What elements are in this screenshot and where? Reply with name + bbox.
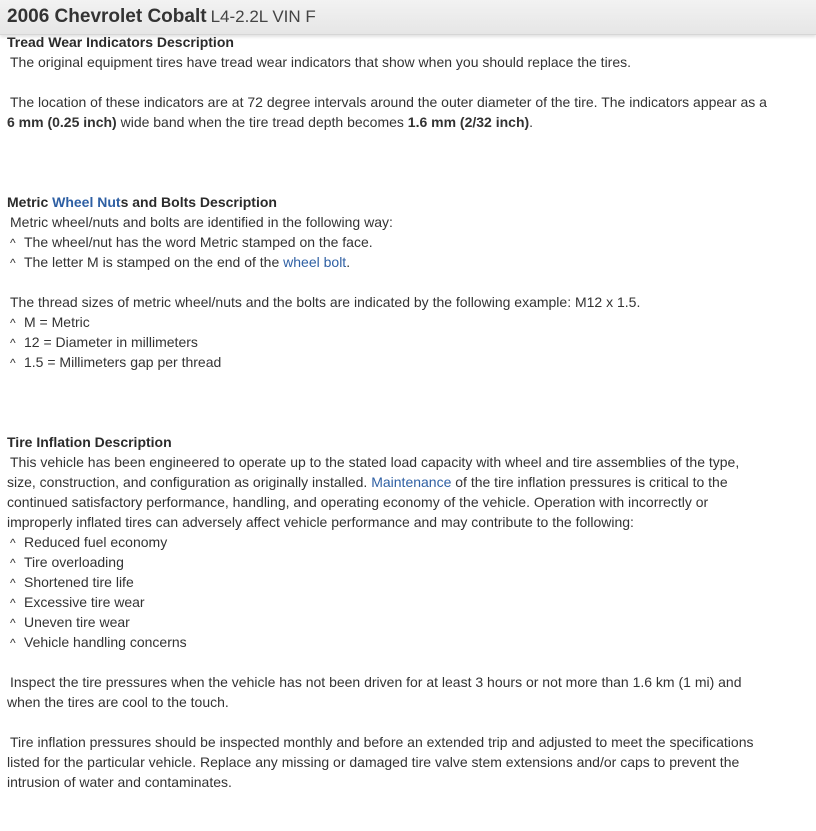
caret-icon: ^ (10, 596, 16, 610)
list-item-text: M = Metric (24, 314, 90, 330)
inflation-line-2-pre: size, construction, and configuration as originally installed. (7, 474, 372, 490)
caret-icon: ^ (10, 636, 16, 650)
list-item (7, 552, 807, 572)
caret-icon: ^ (10, 556, 16, 570)
metric-heading (7, 192, 807, 212)
inflation-paragraph-line-2 (7, 472, 807, 492)
list-item (7, 332, 807, 352)
list-item (7, 612, 807, 632)
list-item (7, 632, 807, 652)
list-item (7, 532, 807, 552)
engine-subtitle: L4-2.2L VIN F (210, 7, 316, 26)
caret-icon: ^ (10, 616, 16, 630)
inflation-paragraph-line-4: improperly inflated tires can adversely affect vehicle performance and may contribute to the following: (7, 514, 634, 530)
list-item-text: 12 = Diameter in millimeters (24, 334, 198, 350)
list-item-text-end: . (346, 254, 351, 270)
monthly-paragraph-line-1: Tire inflation pressures should be inspected monthly and before an extended trip and adjusted to meet the specifications (10, 734, 754, 750)
inspect-paragraph-line-1: Inspect the tire pressures when the vehicle has not been driven for at least 3 hours or not more than 1.6 km (1 mi) and (10, 674, 742, 690)
monthly-paragraph-line-3: intrusion of water and contaminates. (7, 774, 232, 790)
list-item-text: Vehicle handling concerns (24, 634, 187, 650)
tread-text-end: . (529, 114, 534, 130)
tread-paragraph-2-line-2 (7, 112, 807, 132)
caret-icon: ^ (10, 536, 16, 550)
list-item-text: The wheel/nut has the word Metric stamped on the face. (24, 234, 373, 250)
inflation-paragraph-line-1: This vehicle has been engineered to operate up to the stated load capacity with wheel and tire assemblies of the type, (10, 454, 740, 470)
list-item (7, 352, 807, 372)
list-item-text: Shortened tire life (24, 574, 134, 590)
tread-paragraph-1: The original equipment tires have tread wear indicators that show when you should replace the tires. (10, 54, 632, 70)
caret-icon: ^ (10, 256, 16, 270)
inspect-paragraph-line-2: when the tires are cool to the touch. (7, 694, 229, 710)
tread-depth-value: 1.6 mm (2/32 inch) (407, 114, 530, 130)
tread-text-mid: wide band when the tire tread depth becomes (116, 114, 408, 130)
caret-icon: ^ (10, 316, 16, 330)
monthly-paragraph-line-2: listed for the particular vehicle. Replace any missing or damaged tire valve stem extensions and/or caps to prevent the (7, 754, 740, 770)
metric-heading-pre: Metric (7, 194, 53, 210)
list-item (7, 312, 807, 332)
list-item (7, 232, 807, 252)
list-item-text: The letter M is stamped on the end of the (24, 254, 284, 270)
page-header (0, 0, 816, 35)
list-item-text: 1.5 = Millimeters gap per thread (24, 354, 222, 370)
list-item-text: Uneven tire wear (24, 614, 130, 630)
metric-intro: Metric wheel/nuts and bolts are identified in the following way: (10, 214, 393, 230)
wheel-bolt-link[interactable]: wheel bolt (283, 254, 347, 270)
list-item-text: Excessive tire wear (24, 594, 145, 610)
list-item (7, 572, 807, 592)
inflation-line-2-post: of the tire inflation pressures is critical to the (451, 474, 728, 490)
caret-icon: ^ (10, 336, 16, 350)
inflation-paragraph-line-3: continued satisfactory performance, handling, and operating economy of the vehicle. Operation with incorrectly or (7, 494, 709, 510)
tread-heading: Tread Wear Indicators Description (7, 34, 234, 50)
article-body (7, 32, 807, 792)
list-item-text: Reduced fuel economy (24, 534, 168, 550)
caret-icon: ^ (10, 356, 16, 370)
maintenance-link[interactable]: Maintenance (371, 474, 452, 490)
vehicle-title: 2006 Chevrolet Cobalt (7, 6, 207, 27)
list-item-text: Tire overloading (24, 554, 124, 570)
thread-size-paragraph: The thread sizes of metric wheel/nuts and the bolts are indicated by the following example: M12 x 1.5. (10, 294, 641, 310)
wheel-nut-link[interactable]: Wheel Nut (52, 194, 121, 210)
inflation-heading: Tire Inflation Description (7, 434, 172, 450)
tread-indicator-width: 6 mm (0.25 inch) (7, 114, 117, 130)
list-item (7, 592, 807, 612)
metric-heading-post: s and Bolts Description (120, 194, 277, 210)
caret-icon: ^ (10, 576, 16, 590)
caret-icon: ^ (10, 236, 16, 250)
list-item (7, 252, 807, 272)
tread-paragraph-2-line-1: The location of these indicators are at 72 degree intervals around the outer diameter of the tire. The indicators appear as a (10, 94, 767, 110)
